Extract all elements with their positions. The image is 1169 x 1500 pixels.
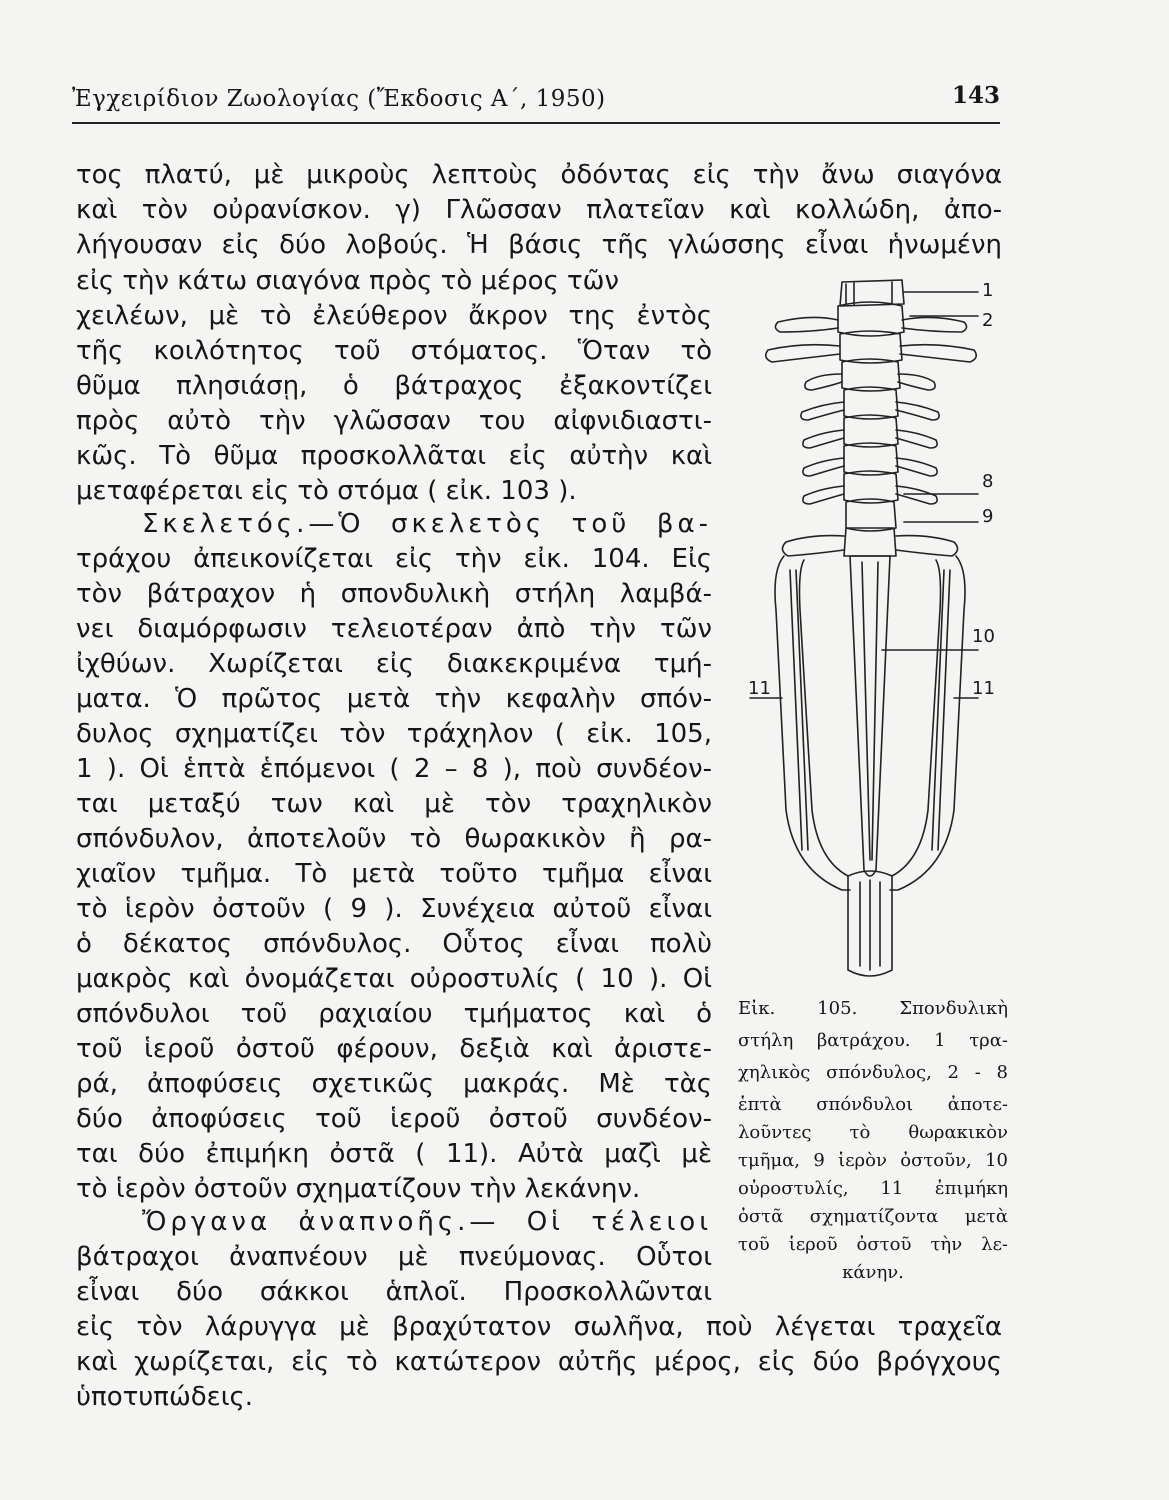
caption-line: χηλικὸς σπόνδυλος, 2 - 8 [738, 1062, 1008, 1083]
text-line: καὶ χωρίζεται, εἰς τὸ κατώτερον αὐτῆς μέρος, εἰς δύο βρόγχους [76, 1347, 1002, 1377]
section-heading-skeleton: Σκελετός.—Ὁ σκελετὸς τοῦ βα- [142, 509, 712, 539]
page-number: 143 [951, 82, 1000, 109]
text-line: τὸ ἱερὸν ὀστοῦν σχηματίζουν τὴν λεκάνην. [76, 1174, 641, 1204]
figure-label-1: 1 [982, 280, 994, 301]
text-line: ται δύο ἐπιμήκη ὀστᾶ ( 11). Αὐτὰ μαζὶ μὲ [76, 1139, 712, 1169]
text-line: 1 ). Οἱ ἑπτὰ ἑπόμενοι ( 2 – 8 ), ποὺ συνδέον- [76, 754, 712, 784]
text-line: τὸν βάτραχον ἡ σπονδυλικὴ στήλη λαμβά- [76, 579, 712, 609]
text-line: δύο ἀποφύσεις τοῦ ἱεροῦ ὀστοῦ συνδέον- [76, 1104, 712, 1134]
text-line: ὑποτυπώδεις. [76, 1382, 254, 1412]
figure-label-2: 2 [982, 310, 994, 331]
text-line: δυλος σχηματίζει τὸν τράχηλον ( εἰκ. 105, [76, 719, 712, 749]
section-heading-respiration: Ὄργανα ἀναπνοῆς.— Οἱ τέλειοι [142, 1207, 712, 1237]
text-line: χειλέων, μὲ τὸ ἐλεύθερον ἄκρον της ἐντὸς [76, 301, 712, 331]
text-line: κῶς. Τὸ θῦμα προσκολλᾶται εἰς αὐτὴν καὶ [76, 441, 712, 471]
figure-105-frog-vertebral-column [742, 270, 1002, 1000]
text-line: τος πλατύ, μὲ μικροὺς λεπτοὺς ὀδόντας εἰς τὴν ἄνω σιαγόνα [76, 160, 1002, 190]
figure-label-9: 9 [982, 506, 994, 527]
figure-label-11-left: 11 [748, 678, 771, 699]
figure-label-10: 10 [972, 626, 995, 647]
text-line: ται μεταξύ των καὶ μὲ τὸν τραχηλικὸν [76, 789, 712, 819]
text-line: βάτραχοι ἀναπνέουν μὲ πνεύμονας. Οὗτοι [76, 1242, 712, 1272]
text-line: καὶ τὸν οὐρανίσκον. γ) Γλῶσσαν πλατεῖαν καὶ κολλώδη, ἀπο- [76, 195, 1002, 225]
text-line: εἰς τὸν λάρυγγα μὲ βραχύτατον σωλῆνα, ποὺ λέγεται τραχεῖα [76, 1312, 1002, 1342]
book-title: Ἐγχειρίδιον Ζωολογίας (Ἔκδοσις Α΄, 1950) [72, 86, 606, 112]
text-line: σπόνδυλον, ἀποτελοῦν τὸ θωρακικὸν ἢ ρα- [76, 824, 712, 854]
text-line: τοῦ ἱεροῦ ὀστοῦ φέρουν, δεξιὰ καὶ ἀριστε- [76, 1034, 712, 1064]
caption-line: ὀστᾶ σχηματίζοντα μετὰ [738, 1206, 1008, 1227]
caption-line: οὐροστυλίς, 11 ἐπιμήκη [738, 1178, 1008, 1199]
vertebral-column-illustration [742, 270, 1002, 1000]
caption-line: τμῆμα, 9 ἱερὸν ὀστοῦν, 10 [738, 1150, 1008, 1171]
text-line: χιαῖον τμῆμα. Τὸ μετὰ τοῦτο τμῆμα εἶναι [76, 859, 712, 889]
text-line: μακρὸς καὶ ὀνομάζεται οὐροστυλίς ( 10 ). Οἱ [76, 964, 712, 994]
text-line: ματα. Ὁ πρῶτος μετὰ τὴν κεφαλὴν σπόν- [76, 684, 712, 714]
text-line: εἰς τὴν κάτω σιαγόνα πρὸς τὸ μέρος τῶν [76, 266, 619, 296]
caption-line: τοῦ ἱεροῦ ὀστοῦ τὴν λε- [738, 1234, 1008, 1255]
text-line: σπόνδυλοι τοῦ ραχιαίου τμήματος καὶ ὁ [76, 999, 712, 1029]
text-line: εἶναι δύο σάκκοι ἁπλοῖ. Προσκολλῶνται [76, 1277, 712, 1307]
text-line: νει διαμόρφωσιν τελειοτέραν ἀπὸ τὴν τῶν [76, 614, 712, 644]
caption-line: ἑπτὰ σπόνδυλοι ἀποτε- [738, 1094, 1008, 1115]
text-line: τὸ ἱερὸν ὀστοῦν ( 9 ). Συνέχεια αὐτοῦ εἶναι [76, 894, 712, 924]
text-line: τῆς κοιλότητος τοῦ στόματος. Ὅταν τὸ [76, 336, 712, 366]
running-header [72, 82, 1000, 124]
caption-line: στήλη βατράχου. 1 τρα- [738, 1030, 1008, 1051]
caption-line: κάνην. [842, 1262, 904, 1283]
text-line: μεταφέρεται εἰς τὸ στόμα ( εἰκ. 103 ). [76, 476, 577, 506]
caption-line: λοῦντες τὸ θωρακικὸν [738, 1122, 1008, 1143]
text-line: τράχου ἀπεικονίζεται εἰς τὴν εἰκ. 104. Εἰς [76, 544, 712, 574]
text-line: λήγουσαν εἰς δύο λοβούς. Ἡ βάσις τῆς γλώσσης εἶναι ἡνωμένη [76, 230, 1002, 260]
figure-label-11-right: 11 [972, 678, 995, 699]
caption-line: Εἰκ. 105. Σπονδυλικὴ [738, 998, 1008, 1019]
text-line: ἰχθύων. Χωρίζεται εἰς διακεκριμένα τμή- [76, 649, 712, 679]
figure-label-8: 8 [982, 471, 994, 492]
text-line: πρὸς αὐτὸ τὴν γλῶσσαν του αἰφνιδιαστι- [76, 406, 712, 436]
text-line: θῦμα πλησιάσῃ, ὁ βάτραχος ἐξακοντίζει [76, 371, 712, 401]
text-line: ὁ δέκατος σπόνδυλος. Οὗτος εἶναι πολὺ [76, 929, 712, 959]
text-line: ρά, ἀποφύσεις σχετικῶς μακράς. Μὲ τὰς [76, 1069, 712, 1099]
